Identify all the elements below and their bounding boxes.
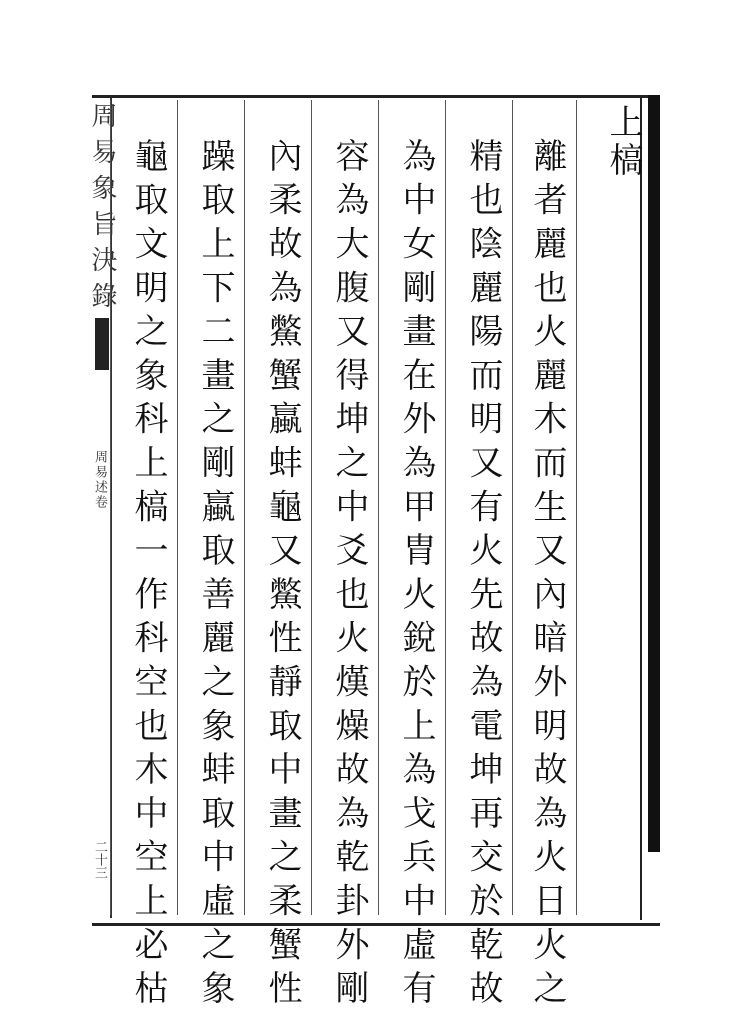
text-column-1 <box>576 100 641 915</box>
text-column-6 <box>177 100 245 1014</box>
column-text: 為中女剛畫在外為甲胄火銳於上為戈兵中虛有 <box>396 138 436 1014</box>
column-text: 躁取上下二畫之剛蠃取善麗之象蚌取中虛之象 <box>195 138 235 1014</box>
margin-section-label: 周易述卷 <box>92 450 107 510</box>
text-column-4 <box>311 100 379 1014</box>
text-column-1 <box>512 100 577 1014</box>
column-text: 離者麗也火麗木而生又內暗外明故為火日火之 <box>527 138 567 1014</box>
margin-fishtail-mark <box>95 318 109 370</box>
text-column-7 <box>110 100 178 1014</box>
text-column-5 <box>244 100 312 1014</box>
text-column-3 <box>378 100 446 1014</box>
column-text: 精也陰麗陽而明又有火先故為電坤再交於乾故 <box>463 138 503 1014</box>
margin-page-number: 二十三 <box>92 840 107 879</box>
text-column-2 <box>445 100 513 1014</box>
column-text: 內柔故為鱉蟹蠃蚌龜又鱉性靜取中畫之柔蟹性 <box>262 138 302 1014</box>
column-text: 龜取文明之象科上槁一作科空也木中空上必枯 <box>128 138 168 1014</box>
column-text: 容為大腹又得坤之中爻也火熯燥故為乾卦外剛 <box>329 138 369 1014</box>
page-frame-right-edge <box>648 95 660 852</box>
column-header-label: 上槁 <box>603 104 643 180</box>
margin-book-title: 周易象旨決錄 <box>87 102 117 318</box>
